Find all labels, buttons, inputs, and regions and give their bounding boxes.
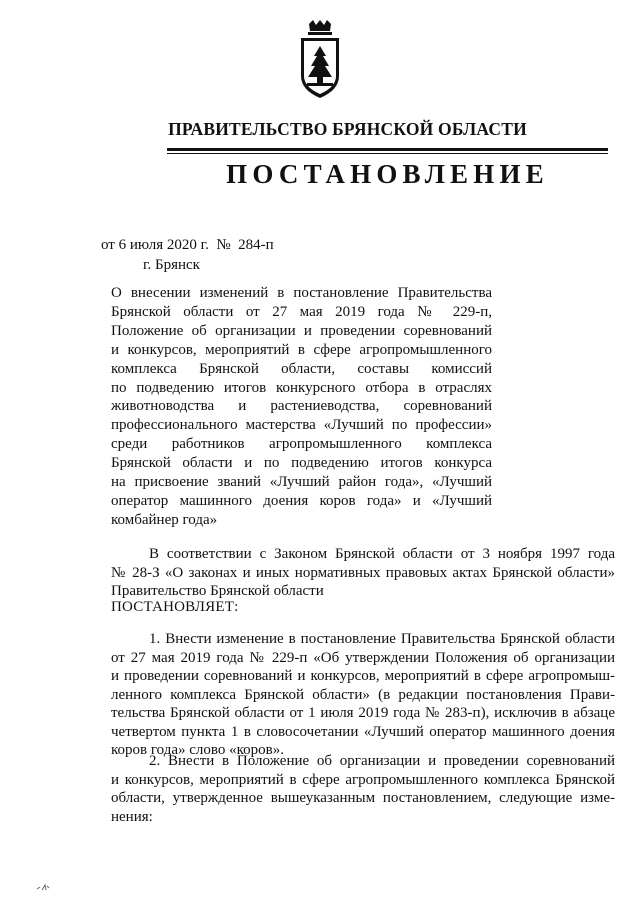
subject-line: комплекса Брянской области, составы комиссий [111,360,492,377]
body-line: В соответствии с Законом Брянской области от 3 ноября 1997 года [149,546,615,562]
item-1-paragraph [111,630,615,760]
subject-line: О внесении изменений в постановление Правительства [111,285,492,301]
body-line: 2. Внести в Положение об организации и проведении соревнований [149,753,615,769]
body-line: № 28-З «О законах и иных нормативных правовых актах Брянской области» [111,564,615,581]
government-name: ПРАВИТЕЛЬСТВО БРЯНСКОЙ ОБЛАСТИ [168,119,527,139]
header-rule-thin [167,153,608,154]
subject-line: животноводства и растениеводства, соревнований [111,398,492,415]
subject-line: Положение об организации и проведении соревнований [111,322,492,339]
body-line: коров года» слово «коров». [111,742,284,758]
body-line: и конкурсов, мероприятий в сфере агропромышленного комплекса Брянской [111,771,615,788]
body-line: четвертом пункта 1 в словосочетании «Лучший оператор машинного доения [111,723,615,740]
body-line: нения: [111,808,153,825]
body-line: ленного комплекса Брянской области» (в редакции постановления Прави- [111,686,615,703]
subject-line: на присвоение званий «Лучший район года», «Лучший [111,474,492,491]
body-line: Правительство Брянской области [111,583,324,599]
item-2-paragraph [111,752,615,826]
coat-of-arms-icon [297,20,343,102]
body-line: 1. Внести изменение в постановление Правительства Брянской области [149,631,615,647]
subject-line: комбайнер года» [111,511,218,528]
preamble-paragraph [111,545,615,601]
subject-line: Брянской области и по подведению итогов конкурса [111,455,492,472]
body-line: от 27 мая 2019 года № 229-п «Об утверждении Положения об организации [111,649,615,666]
body-line: области, утвержденное вышеуказанным постановлением, следующие изме- [111,790,615,806]
subject-line: Брянской области от 27 мая 2019 года № 229-п, [111,303,492,320]
document-date: от 6 июля 2020 г. № 284-п [101,237,274,253]
body-line: тельства Брянской области от 1 июля 2019 года № 283-п), исключив в абзаце [111,705,615,721]
decree-word: ПОСТАНОВЛЯЕТ: [111,599,239,615]
subject-line: оператор машинного доения коров года» и «Лучший [111,492,492,509]
body-line: и проведении соревнований и конкурсов, мероприятий в сфере агропромыш- [111,668,615,684]
document-city: г. Брянск [143,257,200,273]
subject-line: профессионального мастерства «Лучший по профессии» [111,417,492,434]
header-rule-thick [167,148,608,151]
subject-line: среди работников агропромышленного комплекса [111,436,492,453]
scan-mark-icon [36,882,50,892]
subject-line: и конкурсов, мероприятий в сфере агропромышленного [111,341,492,358]
document-title: ПОСТАНОВЛЕНИЕ [226,159,549,189]
document-subject [111,284,492,530]
subject-line: по подведению итогов конкурсного отбора в отраслях [111,379,492,396]
